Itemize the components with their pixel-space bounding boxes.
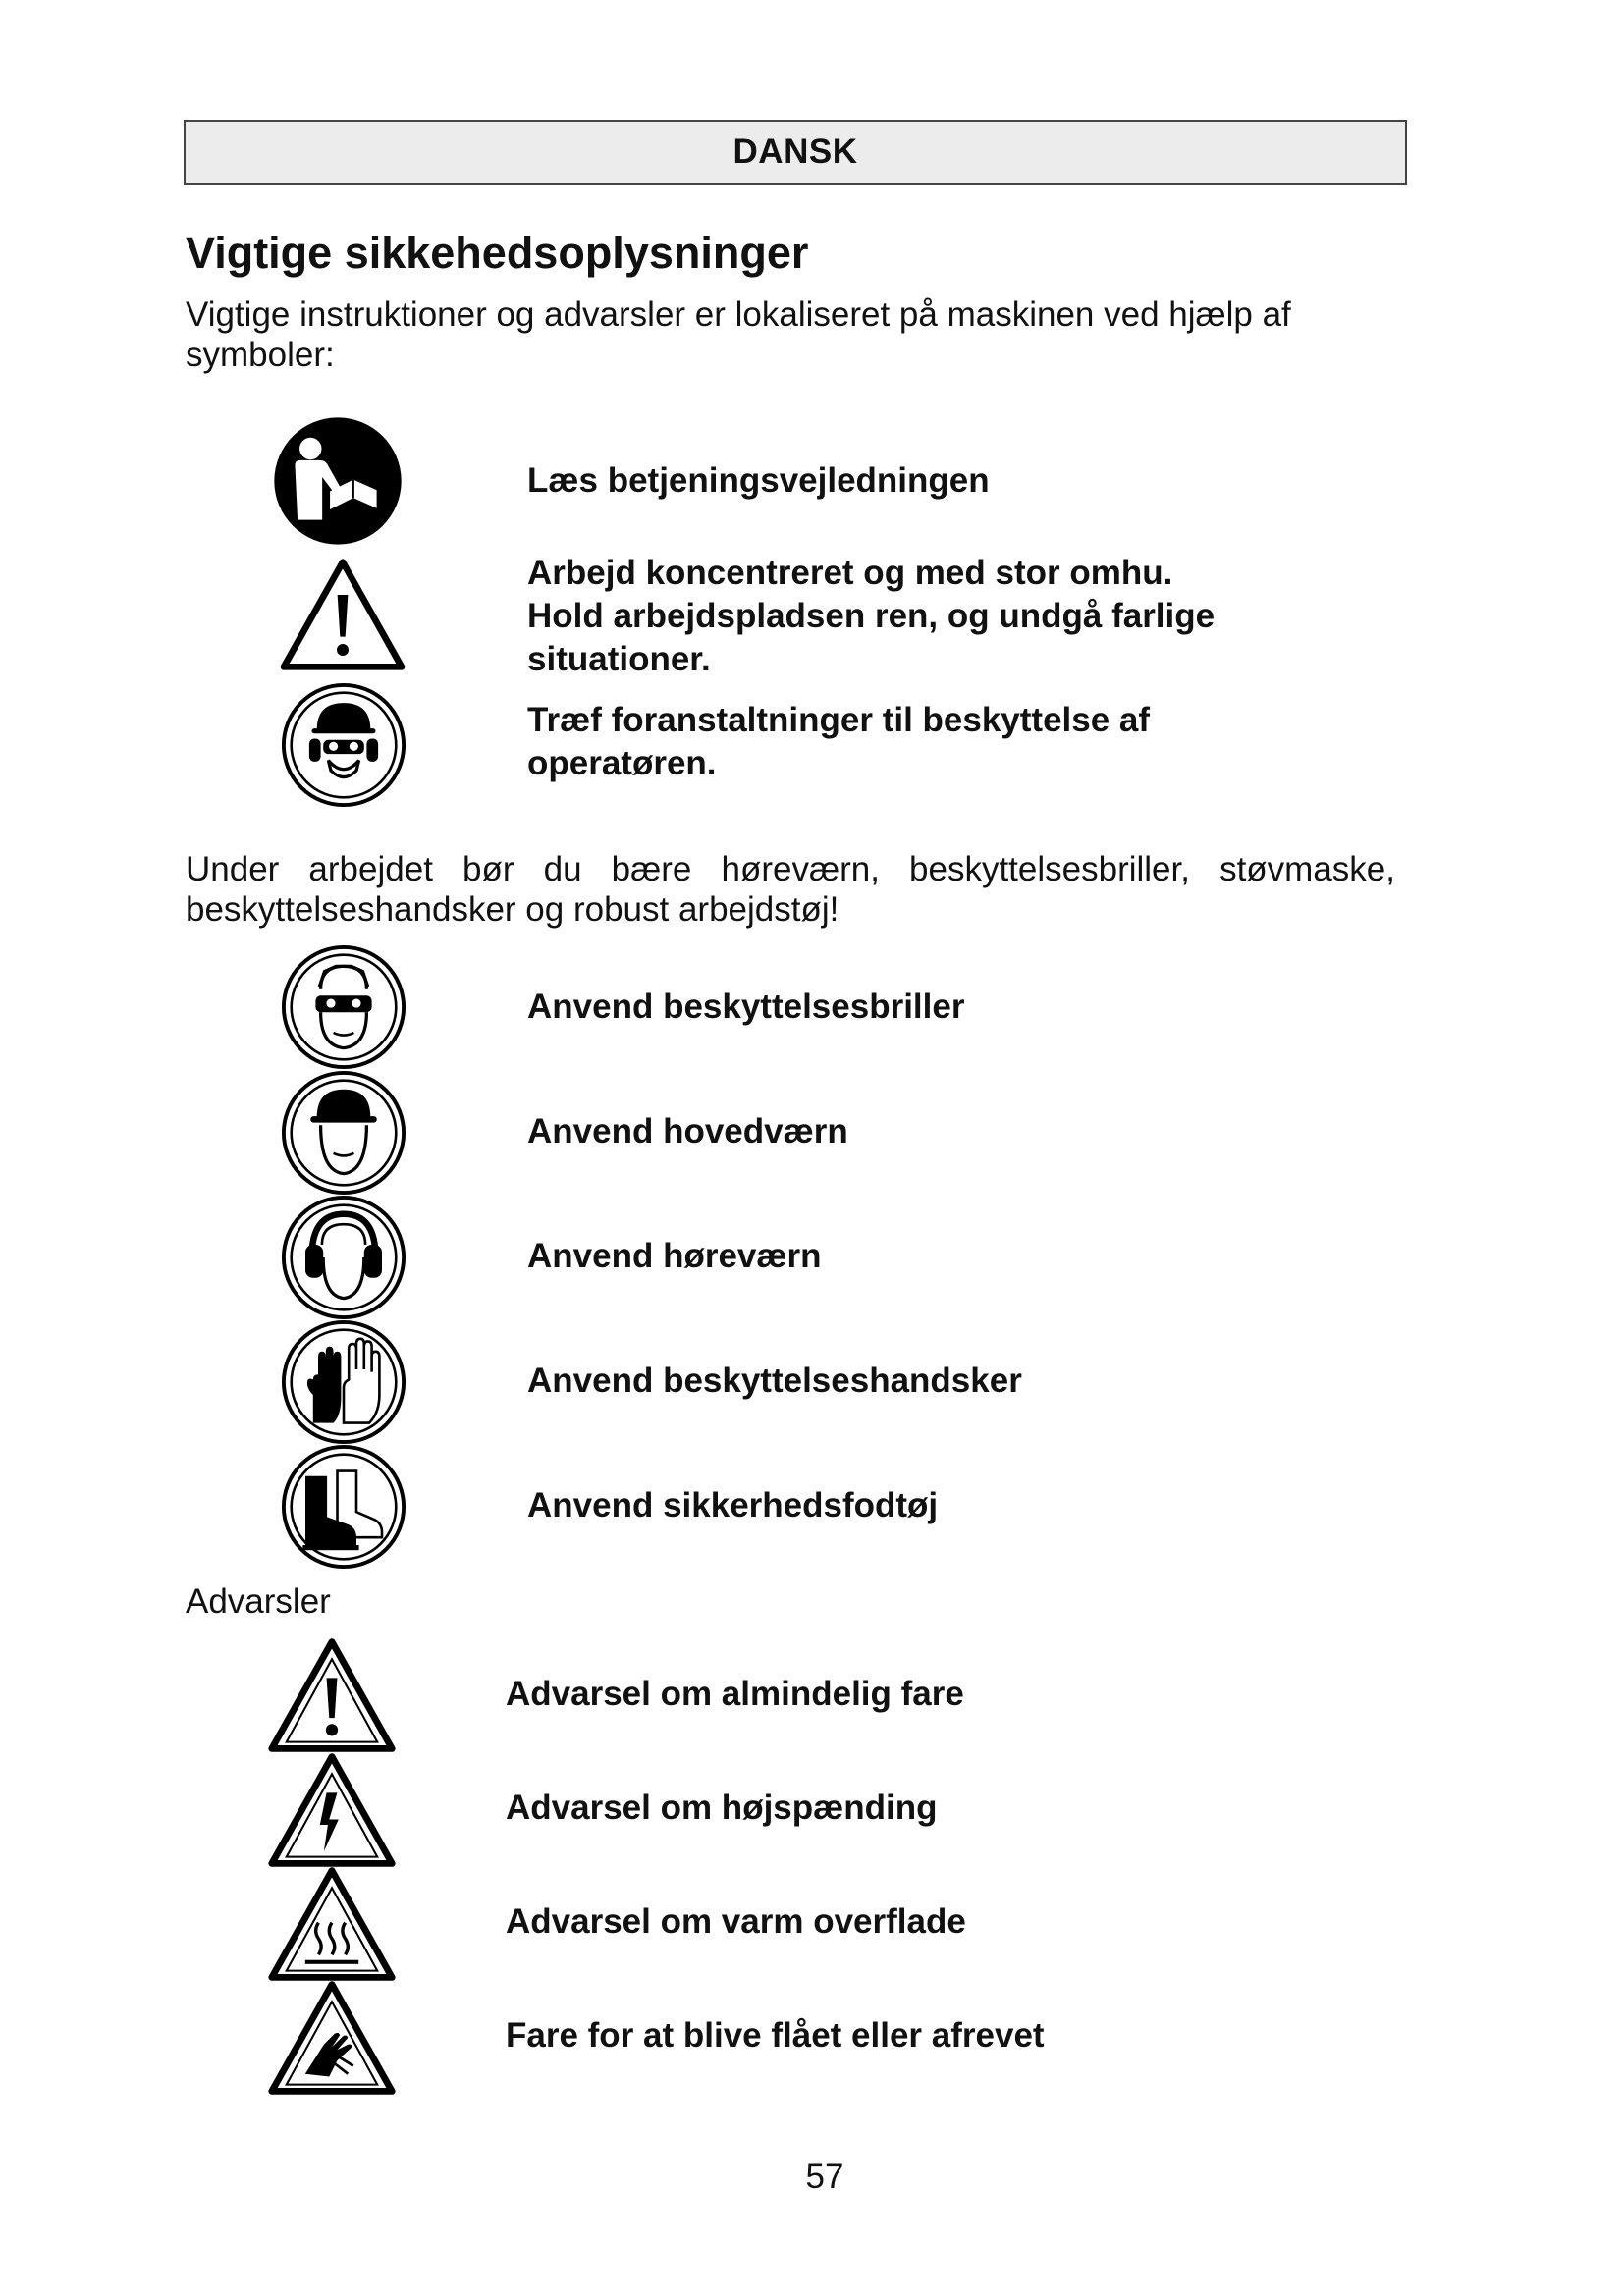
ppe-paragraph: Under arbejdet bør du bære høreværn, beskyttelsesbriller, støvmaske, beskyttelseshandsker og robust arbejdstøj! <box>186 850 1395 929</box>
warnings-heading: Advarsler <box>186 1582 331 1621</box>
ppe-label-hard-hat: Anvend hovedværn <box>527 1112 848 1150</box>
ppe-label-ear-protection: Anvend høreværn <box>527 1237 822 1275</box>
ppe-label-safety-boots: Anvend sikkerhedsfodtøj <box>527 1486 939 1524</box>
hot-surface-icon <box>265 1863 399 1985</box>
general-warning-icon <box>277 556 408 673</box>
safety-goggles-icon <box>280 943 407 1071</box>
intro-paragraph: Vigtige instruktioner og advarsler er lokaliseret på maskinen ved hjælp af symboler: <box>186 295 1291 374</box>
page-number: 57 <box>805 2158 844 2196</box>
hard-hat-icon <box>280 1069 407 1197</box>
operator-protection-icon <box>280 681 407 809</box>
warning-label-general-danger: Advarsel om almindelig fare <box>506 1675 964 1713</box>
symbol-text-general-warning: Arbejd koncentreret og med stor omhu. Hold arbejdspladsen ren, og undgå farlige situationer. <box>527 554 1216 678</box>
page-title: Vigtige sikkehedsoplysninger <box>186 228 809 278</box>
language-header: DANSK <box>184 120 1407 185</box>
high-voltage-icon <box>265 1749 399 1871</box>
symbol-text-read-manual: Læs betjeningsvejledningen <box>527 461 990 500</box>
warning-label-entanglement: Fare for at blive flået eller afrevet <box>506 2016 1045 2055</box>
safety-boots-icon <box>280 1443 407 1571</box>
ppe-label-gloves: Anvend beskyttelseshandsker <box>527 1362 1022 1400</box>
ppe-label-goggles: Anvend beskyttelsesbriller <box>527 988 965 1026</box>
warning-label-hot-surface: Advarsel om varm overflade <box>506 1902 966 1941</box>
warning-label-high-voltage: Advarsel om højspænding <box>506 1789 938 1827</box>
entanglement-hazard-icon <box>265 1977 399 2099</box>
gloves-icon <box>280 1318 407 1446</box>
symbol-text-operator-protection: Træf foranstaltninger til beskyttelse af operatøren. <box>527 701 1151 782</box>
ear-protection-icon <box>280 1194 407 1321</box>
read-manual-icon <box>273 416 403 546</box>
general-danger-icon <box>265 1634 399 1756</box>
